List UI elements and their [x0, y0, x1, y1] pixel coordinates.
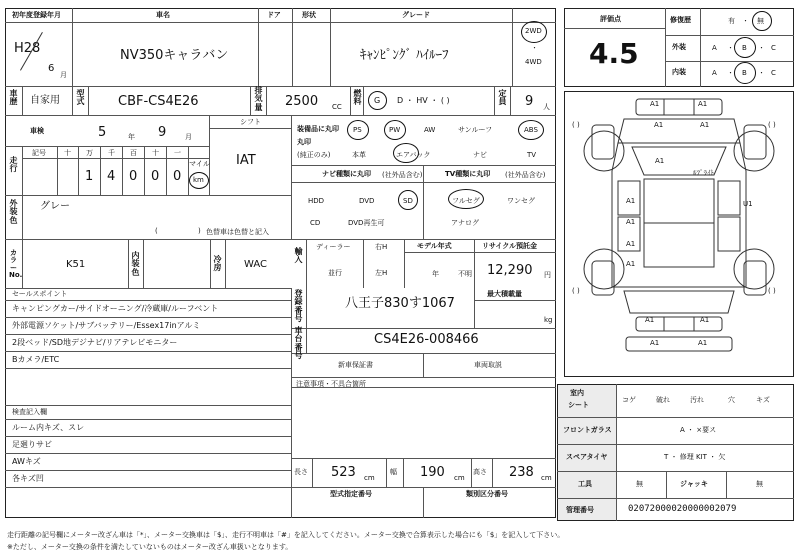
- mileage-digit-2: 4: [107, 169, 116, 184]
- digit-label-4: 百: [130, 149, 137, 157]
- ext-opt-c: C: [771, 44, 776, 52]
- nav-sd: SD: [403, 197, 413, 205]
- width-label: 幅: [390, 468, 397, 476]
- fuel-label: 燃料: [353, 89, 362, 107]
- equip-ps: PS: [353, 126, 362, 134]
- fuel-g: G: [374, 96, 381, 105]
- disp-label: 排気量: [254, 86, 263, 112]
- shape-label: 形状: [302, 11, 316, 19]
- bracket-top-right: ( ): [768, 121, 776, 129]
- bracket-bottom-right: ( ): [768, 287, 776, 295]
- sheet-opt-2: 破れ: [656, 396, 670, 404]
- equip-leather: 本革: [352, 151, 366, 159]
- tools-value: 無: [636, 480, 643, 488]
- class-spec-label: 類別区分番号: [466, 490, 508, 498]
- diagram-mark-12: A1: [700, 316, 710, 324]
- door-label: ドア: [267, 11, 281, 19]
- chassis-value: CS4E26-008466: [374, 332, 479, 347]
- car-name: NV350キャラバン: [120, 48, 229, 63]
- width-value: 190: [420, 465, 445, 480]
- color-no-label: カラーNo.: [9, 249, 23, 280]
- registration-value: 八王子830す1067: [345, 296, 455, 311]
- color-no-value: K51: [66, 259, 86, 270]
- tv-type-sub: (社外品含む): [505, 171, 546, 179]
- color-label: 外装色: [9, 199, 18, 225]
- interior-sheet-label-2: シート: [568, 401, 589, 409]
- height-unit: cm: [541, 474, 552, 482]
- selling-point-1: キャンピングカー/サイドオーニング/冷蔵庫/ルーフベント: [12, 304, 219, 313]
- digit-label-6: 一: [174, 149, 181, 157]
- repair-opt-yes: 有: [728, 17, 735, 25]
- diagram-label-r: ﾙﾌﾟﾗｲﾄ: [693, 169, 714, 177]
- repair-opt-none: 無: [757, 17, 764, 25]
- footer-line-2: ※ただし、メーター交換の条件を満たしていないものはメーター改ざん車扱いとなります。: [7, 543, 293, 551]
- nav-hdd: HDD: [308, 197, 325, 205]
- car-outline-diagram: [564, 91, 794, 377]
- cc-unit: CC: [332, 103, 342, 111]
- warranty-new-car: 新車保証書: [338, 361, 373, 369]
- mileage-digit-3: 0: [129, 169, 138, 184]
- bracket-top-left: ( ): [572, 121, 580, 129]
- tools-label: 工具: [578, 480, 592, 488]
- car-name-label: 車名: [156, 11, 170, 19]
- digit-label-1: 十: [64, 149, 71, 157]
- first-reg-month: 6: [48, 63, 55, 74]
- diagram-mark-4: A1: [700, 121, 710, 129]
- width-unit: cm: [454, 474, 465, 482]
- warranty-manual: 車両取説: [474, 361, 502, 369]
- equipment-label: 装備品に丸印: [297, 125, 339, 133]
- length-label: 長さ: [294, 468, 308, 476]
- footer-line-1: 走行距離の記号欄にメーター改ざん車は「*」、メーター交換車は「$」、走行不明車は「#」を記入してください。メーター交換で合算表示した場合にも「$」を記入して下さい。: [7, 531, 565, 539]
- chassis-label: 車台番号: [294, 326, 303, 361]
- exterior-grade-label: 外装: [672, 43, 686, 51]
- grade-label: グレード: [402, 11, 430, 19]
- drive-dot: ・: [531, 44, 538, 52]
- diagram-mark-10: U1: [743, 200, 753, 208]
- import-dealer: ディーラー: [316, 243, 351, 251]
- inspection-month-unit: 月: [185, 133, 192, 141]
- diagram-mark-3: A1: [654, 121, 664, 129]
- inspector-line-2: 足廻りサビ: [12, 440, 52, 449]
- ext-opt-dot2: ・: [758, 44, 765, 52]
- capacity-value: 9: [525, 94, 534, 109]
- inspector-line-3: AWキズ: [12, 457, 41, 466]
- nav-type-sub: (社外品含む): [382, 171, 423, 179]
- ext-opt-dot1: ・: [727, 44, 734, 52]
- int-opt-a: A: [712, 69, 717, 77]
- score-value: 4.5: [589, 37, 639, 70]
- diagram-mark-2: A1: [698, 100, 708, 108]
- recycle-value: 12,290: [487, 263, 533, 278]
- mileage-digit-4: 0: [151, 169, 160, 184]
- digit-label-2: 万: [86, 149, 93, 157]
- windshield-opts: A ・ ×要ス: [680, 426, 717, 434]
- sheet-opt-1: コゲ: [622, 396, 636, 404]
- sheet-opt-3: 汚れ: [690, 396, 704, 404]
- registration-label: 登録番号: [294, 289, 303, 324]
- color-note: (: [155, 227, 158, 235]
- equipment-sub: (純正のみ): [297, 151, 331, 159]
- mile-label: マイル: [189, 160, 210, 168]
- int-opt-c: C: [771, 69, 776, 77]
- nav-dvd-play: DVD再生可: [348, 219, 385, 227]
- score-label: 評価点: [600, 15, 621, 23]
- windshield-label: フロントガラス: [563, 426, 612, 434]
- inspection-year: 5: [98, 125, 107, 140]
- model-year-label: モデル年式: [417, 242, 452, 250]
- drive-2wd: 2WD: [525, 27, 542, 35]
- import-left: 左H: [375, 269, 388, 277]
- diagram-mark-7: A1: [626, 218, 636, 226]
- interior-grade-label: 内装: [672, 68, 686, 76]
- nav-cd: CD: [310, 219, 321, 227]
- first-reg-month-unit: 月: [60, 71, 67, 79]
- digit-label-5: 十: [152, 149, 159, 157]
- repair-history-label: 修復歴: [670, 16, 691, 24]
- model-year-unknown: 不明: [458, 270, 472, 278]
- control-no-label: 管理番号: [566, 506, 594, 514]
- ext-opt-b: B: [742, 44, 747, 52]
- digit-label-3: 千: [108, 149, 115, 157]
- first-reg-era: H28: [14, 41, 41, 56]
- mileage-note: 記号: [32, 149, 46, 157]
- import-right: 右H: [375, 243, 388, 251]
- spare-label: スペアタイヤ: [566, 453, 608, 461]
- model-year-unit: 年: [432, 270, 439, 278]
- inspector-line-4: 各キズ凹: [12, 474, 44, 483]
- selling-point-2: 外部電源ソケット/サブバッテリー/Essex17inアルミ: [12, 321, 201, 330]
- equip-pw: PW: [389, 126, 401, 134]
- spare-opts: T ・ 修理 KIT ・ 欠: [664, 453, 726, 461]
- capacity-unit: 人: [543, 103, 550, 111]
- jack-value: 無: [756, 480, 763, 488]
- tv-fullseg: フルセグ: [452, 197, 480, 205]
- notes-label: 注意事項・不具合箇所: [296, 380, 366, 388]
- diagram-mark-13: A1: [650, 339, 660, 347]
- drive-4wd: 4WD: [525, 58, 542, 66]
- max-load-kg: kg: [544, 316, 553, 324]
- recycle-yen: 円: [544, 271, 551, 279]
- ext-opt-a: A: [712, 44, 717, 52]
- interior-color-label: 内装色: [131, 251, 140, 277]
- color-value: グレー: [40, 201, 70, 212]
- inspector-label: 検査記入欄: [12, 408, 47, 416]
- nav-type-label: ナビ種類に丸印: [322, 170, 371, 178]
- first-reg-label: 初年度登録年月: [12, 11, 61, 19]
- sheet-opt-5: キズ: [756, 396, 770, 404]
- max-load-label: 最大積載量: [487, 290, 522, 298]
- equip-abs: ABS: [524, 126, 538, 134]
- diagram-mark-14: A1: [698, 339, 708, 347]
- int-opt-b: B: [742, 69, 747, 77]
- jack-label: ジャッキ: [680, 480, 708, 488]
- diagram-mark-6: A1: [626, 197, 636, 205]
- inspection-label: 車検: [30, 127, 44, 135]
- shift-value: IAT: [236, 153, 256, 168]
- use-value: 自家用: [30, 95, 60, 106]
- diagram-mark-8: A1: [626, 240, 636, 248]
- selling-point-4: Bカメラ/ETC: [12, 355, 60, 364]
- diagram-mark-5: A1: [655, 157, 665, 165]
- tv-oneseg: ワンセグ: [507, 197, 535, 205]
- shift-label: シフト: [240, 118, 261, 126]
- equip-aw: AW: [424, 126, 436, 134]
- selling-points-label: セールスポイント: [12, 290, 68, 298]
- length-value: 523: [331, 465, 356, 480]
- recycle-label: リサイクル預託金: [482, 242, 538, 250]
- type-spec-label: 型式指定番号: [330, 490, 372, 498]
- inspector-line-1: ルーム内キズ、スレ: [12, 423, 85, 432]
- displacement-value: 2500: [285, 94, 319, 109]
- import-label: 輸入: [294, 247, 303, 265]
- color-note-text: 色替車は色替と記入: [206, 228, 269, 236]
- equip-navi: ナビ: [473, 151, 487, 159]
- km-label: km: [193, 176, 204, 184]
- mileage-label: 走行: [9, 156, 18, 174]
- int-opt-dot1: ・: [727, 69, 734, 77]
- sheet-opt-4: 穴: [728, 396, 735, 404]
- grade-value: ｷｬﾝﾋﾟﾝｸﾞ ﾊｲﾙｰﾌ: [360, 48, 449, 63]
- nav-dvd: DVD: [359, 197, 375, 205]
- equip-tv: TV: [527, 151, 537, 159]
- fuel-options: D ・ HV ・ ( ): [397, 96, 450, 105]
- model-value: CBF-CS4E26: [118, 94, 199, 109]
- selling-point-3: 2段ベッド/SD地デジナビ/リアテレビモニター: [12, 338, 178, 347]
- repair-opt-dot: ・: [742, 17, 749, 25]
- import-parallel: 並行: [328, 269, 342, 277]
- equip-sunroof: サンルーフ: [458, 126, 493, 134]
- int-opt-dot2: ・: [758, 69, 765, 77]
- capacity-label: 定員: [498, 89, 507, 107]
- length-unit: cm: [364, 474, 375, 482]
- inspection-month: 9: [158, 125, 167, 140]
- equipment-label-2: 丸印: [297, 138, 311, 146]
- diagram-mark-9: A1: [626, 260, 636, 268]
- height-value: 238: [509, 465, 534, 480]
- control-no-value: 02072000020000002079: [628, 504, 737, 514]
- tv-analog: アナログ: [451, 219, 479, 227]
- ac-value: WAC: [244, 259, 267, 270]
- equip-airbag: エアバック: [396, 151, 431, 159]
- diagram-mark-11: A1: [645, 316, 655, 324]
- diagram-mark-1: A1: [650, 100, 660, 108]
- interior-sheet-label: 室内: [570, 389, 584, 397]
- mileage-digit-1: 1: [85, 169, 94, 184]
- height-label: 高さ: [473, 468, 487, 476]
- color-note-close: ): [198, 227, 201, 235]
- model-label: 型式: [76, 89, 85, 107]
- bracket-bottom-left: ( ): [572, 287, 580, 295]
- inspection-year-unit: 年: [128, 133, 135, 141]
- use-label: 車歴: [9, 89, 18, 107]
- ac-label: 冷房: [213, 255, 222, 273]
- mileage-digit-5: 0: [173, 169, 182, 184]
- tv-type-label: TV種類に丸印: [445, 170, 491, 178]
